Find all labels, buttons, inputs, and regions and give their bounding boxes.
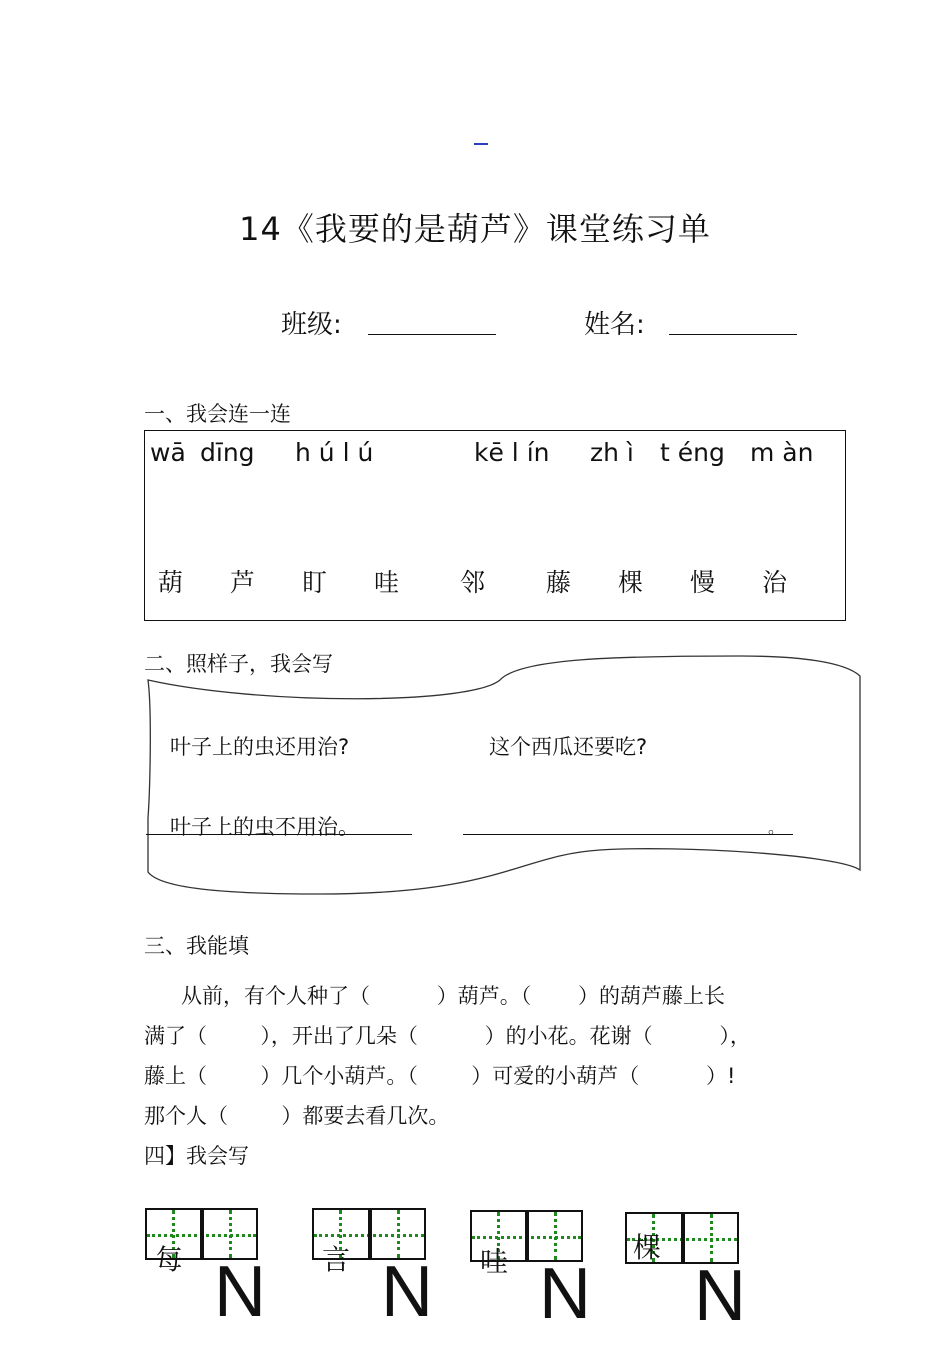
hanzi-item[interactable]: 慢 bbox=[690, 568, 716, 597]
model-character: 每 bbox=[155, 1243, 184, 1276]
example-question: 叶子上的虫还用治? bbox=[170, 735, 350, 759]
stroke-mark: N bbox=[214, 1252, 266, 1332]
hanzi-item[interactable]: 邻 bbox=[460, 568, 486, 597]
stroke-mark: N bbox=[694, 1256, 746, 1336]
example-answer-line bbox=[146, 834, 412, 835]
pinyin-item[interactable]: dīng bbox=[200, 438, 255, 467]
example-answer: 叶子上的虫不用治。 bbox=[170, 815, 359, 839]
hanzi-item[interactable]: 藤 bbox=[546, 568, 572, 597]
task-end-mark: 。 bbox=[768, 818, 785, 837]
top-mark bbox=[474, 143, 488, 145]
task-question: 这个西瓜还要吃? bbox=[489, 735, 648, 759]
hanzi-item[interactable]: 葫 bbox=[158, 568, 184, 597]
fill-line-2[interactable]: 满了（ ），开出了几朵（ ）的小花。花谢（ ）， bbox=[144, 1024, 751, 1048]
fill-line-3[interactable]: 藤上（ ）几个小葫芦。（ ）可爱的小葫芦（ ）! bbox=[144, 1064, 736, 1088]
section1-heading: 一、我会连一连 bbox=[144, 402, 291, 426]
model-character: 棵 bbox=[633, 1231, 662, 1264]
model-character: 哇 bbox=[480, 1245, 509, 1278]
section2-heading: 二、照样子，我会写 bbox=[144, 652, 333, 676]
pinyin-item[interactable]: h ú l ú bbox=[295, 438, 374, 467]
class-label: 班级: bbox=[281, 310, 342, 340]
page-title: 14《我要的是葫芦》课堂练习单 bbox=[239, 210, 711, 248]
pinyin-item[interactable]: kē l ín bbox=[474, 438, 550, 467]
section4-heading: 四】我会写 bbox=[144, 1144, 249, 1168]
pinyin-item[interactable]: wā bbox=[150, 438, 186, 467]
stroke-mark: N bbox=[539, 1254, 591, 1334]
hanzi-item[interactable]: 棵 bbox=[618, 568, 644, 597]
pinyin-item[interactable]: zh ì bbox=[590, 438, 634, 467]
stroke-mark: N bbox=[381, 1252, 433, 1332]
pinyin-item[interactable]: t éng bbox=[660, 438, 725, 467]
pinyin-item[interactable]: m àn bbox=[750, 438, 814, 467]
fill-line-1[interactable]: 从前，有个人种了（ ）葫芦。（ ）的葫芦藤上长 bbox=[181, 984, 725, 1008]
name-field[interactable] bbox=[669, 334, 797, 335]
section3-heading: 三、我能填 bbox=[144, 934, 249, 958]
hanzi-item[interactable]: 哇 bbox=[374, 568, 400, 597]
hanzi-item[interactable]: 盯 bbox=[302, 568, 328, 597]
hanzi-item[interactable]: 芦 bbox=[230, 568, 256, 597]
class-field[interactable] bbox=[368, 334, 496, 335]
name-label: 姓名: bbox=[584, 310, 645, 340]
hanzi-item[interactable]: 治 bbox=[762, 568, 788, 597]
model-character: 言 bbox=[322, 1243, 351, 1276]
scroll-frame bbox=[140, 650, 865, 900]
fill-line-4[interactable]: 那个人（ ）都要去看几次。 bbox=[144, 1104, 450, 1128]
task-answer-line[interactable] bbox=[463, 834, 793, 835]
